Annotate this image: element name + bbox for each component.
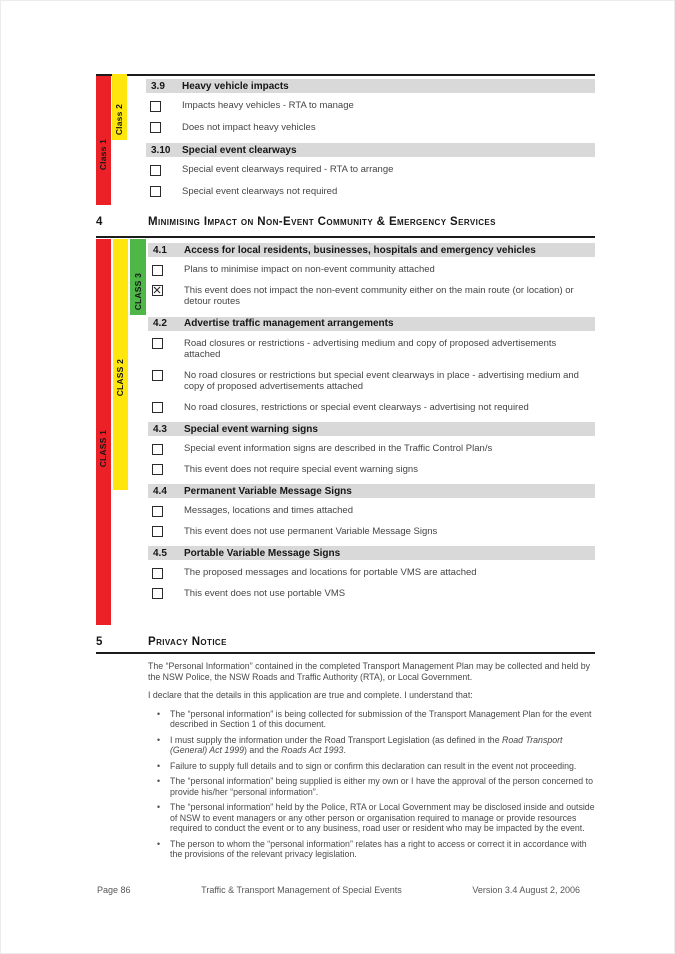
- checklist-item-label: This event does not use permanent Variable Message Signs: [184, 525, 438, 537]
- section4-content: [148, 243, 595, 608]
- bullet-item: [148, 802, 595, 834]
- checklist-item: [148, 402, 595, 414]
- subsection-header: [148, 484, 595, 498]
- footer: [97, 885, 580, 895]
- bullet-icon: •: [157, 802, 161, 812]
- checklist-item: [146, 186, 595, 198]
- checklist-item: [148, 443, 595, 455]
- subsection-3-10: [146, 143, 595, 197]
- subsection-header: [146, 143, 595, 157]
- checklist-item-label: Special event information signs are described in the Traffic Control Plan/s: [184, 443, 493, 454]
- section4-heading: [96, 216, 595, 228]
- class-bar-class2: [112, 74, 127, 140]
- section-title: Minimising Impact on Non-Event Community & Emergency Services: [148, 216, 496, 228]
- subsection-number: 4.5: [153, 547, 167, 559]
- bullet-item: [148, 776, 595, 797]
- checkbox[interactable]: [152, 402, 163, 413]
- subsection-header: [146, 79, 595, 93]
- subsection-4-1: [148, 243, 595, 308]
- checkbox[interactable]: [152, 370, 163, 381]
- bullet-icon: •: [157, 760, 161, 771]
- top-rule: [96, 74, 595, 76]
- checkbox[interactable]: [152, 506, 163, 517]
- checkbox[interactable]: [152, 588, 163, 599]
- subsection-3-9: [146, 79, 595, 133]
- subsection-number: 3.10: [151, 144, 171, 156]
- privacy-paragraph: I declare that the details in this application are true and complete. I understand that:: [148, 690, 473, 700]
- checkbox[interactable]: [152, 526, 163, 537]
- checkbox-x-icon: [153, 286, 161, 294]
- checkbox[interactable]: [152, 444, 163, 455]
- section5-heading: [96, 636, 595, 648]
- subsection-title: Portable Variable Message Signs: [184, 547, 341, 559]
- checkbox[interactable]: [150, 165, 161, 176]
- section-number: 5: [96, 636, 103, 648]
- checkbox[interactable]: [152, 265, 163, 276]
- bullet-text: I must supply the information under the Road Transport Legislation (as defined in the Road Transport (General) Act 1999) and the Roads Act 1993.: [170, 734, 563, 755]
- subsection-number: 4.2: [153, 318, 167, 329]
- checklist-item: [148, 567, 595, 579]
- bullet-item: [148, 709, 595, 730]
- section5-rule: [96, 652, 595, 654]
- checklist-item-label: Special event clearways not required: [182, 185, 338, 197]
- bullet-icon: •: [157, 734, 161, 745]
- checklist-item: [146, 122, 595, 134]
- class-bar-class1: [96, 76, 111, 205]
- subsection-title: Special event warning signs: [184, 423, 318, 435]
- checklist-item: [148, 370, 595, 393]
- bullet-item: [148, 735, 595, 756]
- subsection-header: [148, 546, 595, 560]
- subsection-4-2: [148, 317, 595, 414]
- subsection-title: Advertise traffic management arrangements: [184, 318, 394, 329]
- subsection-header: [148, 317, 595, 331]
- subsection-number: 4.1: [153, 244, 167, 256]
- checkbox[interactable]: [152, 568, 163, 579]
- bullet-text: The “personal information” is being collected for submission of the Transport Management Plan for the event described in Section 1 of this document.: [170, 708, 592, 729]
- checklist-item: [146, 100, 595, 112]
- bullet-text: The “personal information” held by the Police, RTA or Local Government may be disclosed inside and outside of NSW to event managers or any other person or organisation required to manage or provide resources required to conduct the event or to any business, road user or resident who may be impacted by the event.: [170, 802, 595, 833]
- subsection-number: 4.4: [153, 485, 167, 497]
- checklist-item-label: Messages, locations and times attached: [184, 505, 353, 516]
- checklist-item-label: Impacts heavy vehicles - RTA to manage: [182, 100, 354, 111]
- privacy-paragraph: The “Personal Information” contained in the completed Transport Management Plan may be collected and held by the NSW Police, the NSW Roads and Traffic Authority (RTA), or Local Government.: [148, 661, 591, 682]
- checklist-item: [148, 588, 595, 600]
- class-bar-label: Class 2: [114, 103, 125, 135]
- checklist-item: [148, 505, 595, 517]
- checkbox-checked[interactable]: [152, 285, 163, 296]
- subsection-header: [148, 243, 595, 257]
- footer-version: Version 3.4 August 2, 2006: [472, 885, 580, 895]
- checkbox[interactable]: [150, 101, 161, 112]
- class-bar-label: Class 1: [98, 138, 109, 171]
- checklist-item-label: This event does not impact the non-event community either on the main route (or location) or detour routes: [184, 284, 574, 307]
- subsection-4-5: [148, 546, 595, 599]
- class-bar-label: CLASS 2: [115, 359, 126, 397]
- footer-doc-title: Traffic & Transport Management of Special Events: [201, 885, 402, 895]
- checkbox[interactable]: [150, 122, 161, 133]
- subsection-title: Special event clearways: [182, 144, 297, 156]
- checklist-item-label: No road closures, restrictions or special event clearways - advertising not required: [184, 401, 529, 413]
- class-bar-class3: [130, 239, 146, 315]
- checklist-item-label: No road closures or restrictions but special event clearways in place - advertising medium and copy of proposed advertisements attached: [184, 369, 579, 392]
- class-bar-class2: [113, 239, 128, 490]
- checkbox[interactable]: [152, 464, 163, 475]
- class-bar-label: CLASS 3: [132, 272, 143, 310]
- class-bar-label: CLASS 1: [98, 430, 109, 468]
- footer-page-number: Page 86: [97, 885, 131, 895]
- section4-rule: [96, 236, 595, 238]
- checklist-item-label: The proposed messages and locations for portable VMS are attached: [184, 567, 477, 578]
- bullet-text: The person to whom the “personal information” relates has a right to access or correct it in accordance with the provisions of the relevant privacy legislation.: [170, 838, 587, 859]
- bullet-text: The “personal information” being supplied is either my own or I have the approval of the person concerned to provide his/her “personal information”.: [170, 776, 593, 797]
- section-number: 4: [96, 216, 103, 228]
- checklist-item-label: Does not impact heavy vehicles: [182, 121, 316, 133]
- checkbox[interactable]: [150, 186, 161, 197]
- section-title: Privacy Notice: [148, 636, 227, 648]
- bullet-text: Failure to supply full details and to sign or confirm this declaration can result in the event not proceeding.: [170, 760, 577, 771]
- checklist-item: [148, 285, 595, 308]
- checklist-item: [148, 338, 595, 361]
- checklist-item-label: This event does not use portable VMS: [184, 587, 346, 599]
- bullet-list: [148, 709, 595, 860]
- section3-content: [146, 79, 595, 207]
- checklist-item-label: This event does not require special event warning signs: [184, 463, 418, 475]
- subsection-title: Access for local residents, businesses, hospitals and emergency vehicles: [184, 244, 536, 256]
- class-bar-class1: [96, 239, 111, 625]
- checklist-item-label: Road closures or restrictions - advertising medium and copy of proposed advertisements attached: [184, 337, 557, 360]
- checklist-item: [148, 464, 595, 476]
- subsection-header: [148, 422, 595, 436]
- subsection-title: Heavy vehicle impacts: [182, 80, 289, 92]
- bullet-icon: •: [157, 776, 161, 786]
- bullet-item: [148, 839, 595, 860]
- checklist-item: [148, 526, 595, 538]
- bullet-item: [148, 761, 595, 772]
- subsection-number: 4.3: [153, 423, 167, 435]
- checklist-item: [148, 264, 595, 276]
- checklist-item-label: Plans to minimise impact on non-event community attached: [184, 264, 435, 275]
- subsection-4-3: [148, 422, 595, 475]
- checklist-item-label: Special event clearways required - RTA to arrange: [182, 164, 394, 175]
- bullet-icon: •: [157, 838, 161, 849]
- checkbox[interactable]: [152, 338, 163, 349]
- subsection-number: 3.9: [151, 80, 165, 92]
- subsection-4-4: [148, 484, 595, 537]
- checklist-item: [146, 164, 595, 176]
- subsection-title: Permanent Variable Message Signs: [184, 485, 352, 497]
- bullet-icon: •: [157, 708, 161, 719]
- privacy-notice-content: [148, 661, 595, 865]
